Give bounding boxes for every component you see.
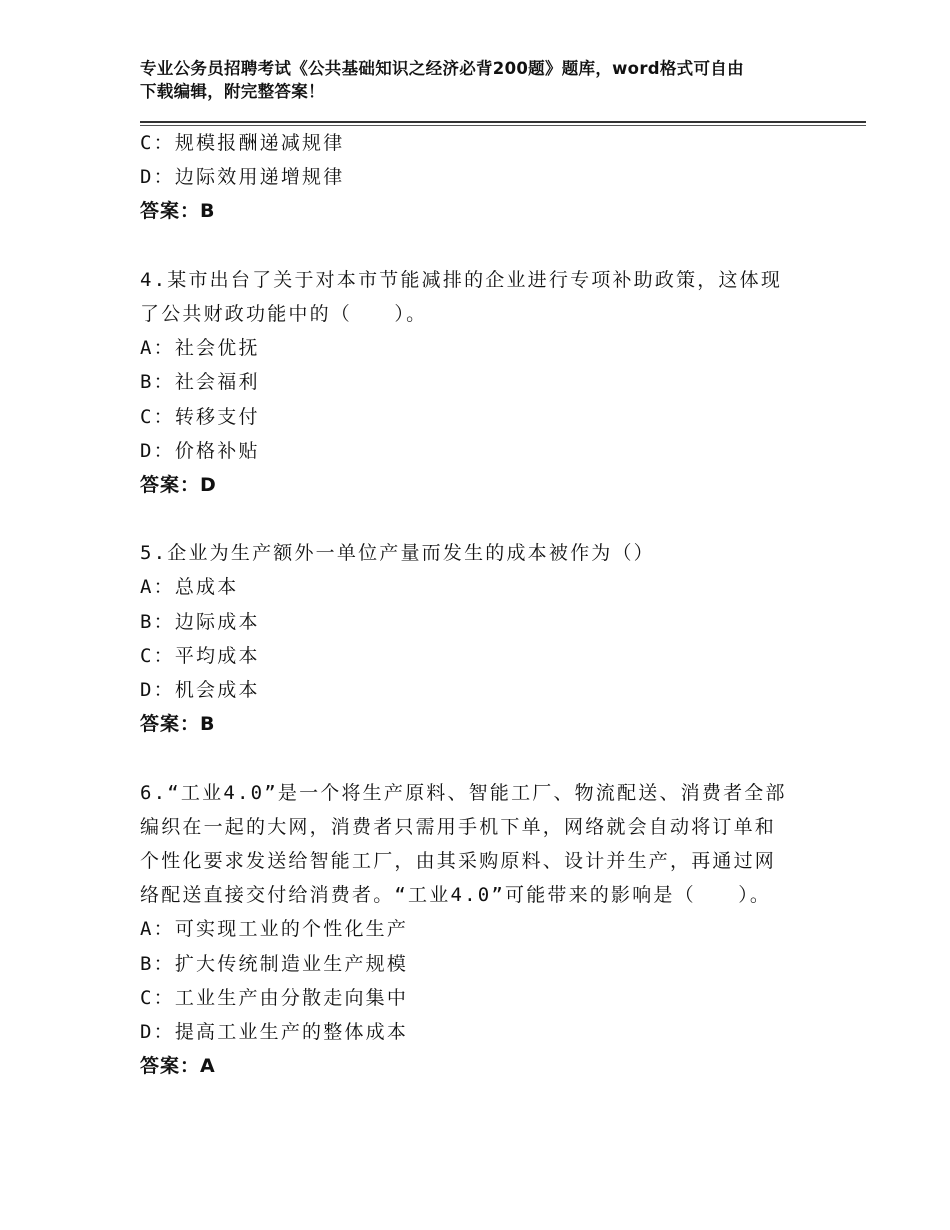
option-c: C：规模报酬递减规律 (140, 132, 345, 154)
header-line-1: 专业公务员招聘考试《公共基础知识之经济必背200题》题库，word格式可自由 (140, 59, 744, 78)
option-d: D：价格补贴 (140, 439, 260, 462)
question-stem: 4.某市出台了关于对本市节能减排的企业进行专项补助政策，这体现 (140, 268, 783, 291)
option-b: B：扩大传统制造业生产规模 (140, 952, 409, 975)
header-line-2: 下载编辑，附完整答案！ (140, 82, 325, 101)
option-b: B：边际成本 (140, 610, 260, 633)
option-a: A：总成本 (140, 576, 239, 599)
question-stem: 编织在一起的大网，消费者只需用手机下单，网络就会自动将订单和 (140, 815, 777, 838)
question-stem: 个性化要求发送给智能工厂，由其采购原料、设计并生产，再通过网 (140, 849, 777, 872)
answer-label: 答案：B (140, 200, 216, 223)
document-header (140, 57, 820, 103)
option-d: D：边际效用递增规律 (140, 166, 345, 189)
question-6 (140, 776, 830, 1084)
question-list (140, 126, 830, 1083)
question-stem: 络配送直接交付给消费者。“工业4.0”可能带来的影响是（ ）。 (140, 884, 772, 907)
question-stem: 6.“工业4.0”是一个将生产原料、智能工厂、物流配送、消费者全部 (140, 781, 787, 804)
option-c: C：转移支付 (140, 405, 260, 428)
option-a: A：社会优抚 (140, 337, 260, 360)
option-c: C：平均成本 (140, 644, 260, 667)
option-c: C：工业生产由分散走向集中 (140, 986, 409, 1009)
question-stem: 了公共财政功能中的（ ）。 (140, 302, 428, 325)
option-d: D：提高工业生产的整体成本 (140, 1020, 409, 1043)
option-b: B：社会福利 (140, 371, 260, 394)
question-3 (140, 126, 830, 229)
answer-label: 答案：D (140, 473, 217, 496)
option-d: D：机会成本 (140, 679, 260, 701)
option-a: A：可实现工业的个性化生产 (140, 918, 409, 941)
question-5 (140, 536, 830, 741)
answer-label: 答案：A (140, 1055, 216, 1078)
question-stem: 5.企业为生产额外一单位产量而发生的成本被作为（） (140, 542, 655, 565)
answer-label: 答案：B (140, 713, 216, 736)
question-4 (140, 263, 830, 502)
header-divider-thick (140, 121, 866, 123)
